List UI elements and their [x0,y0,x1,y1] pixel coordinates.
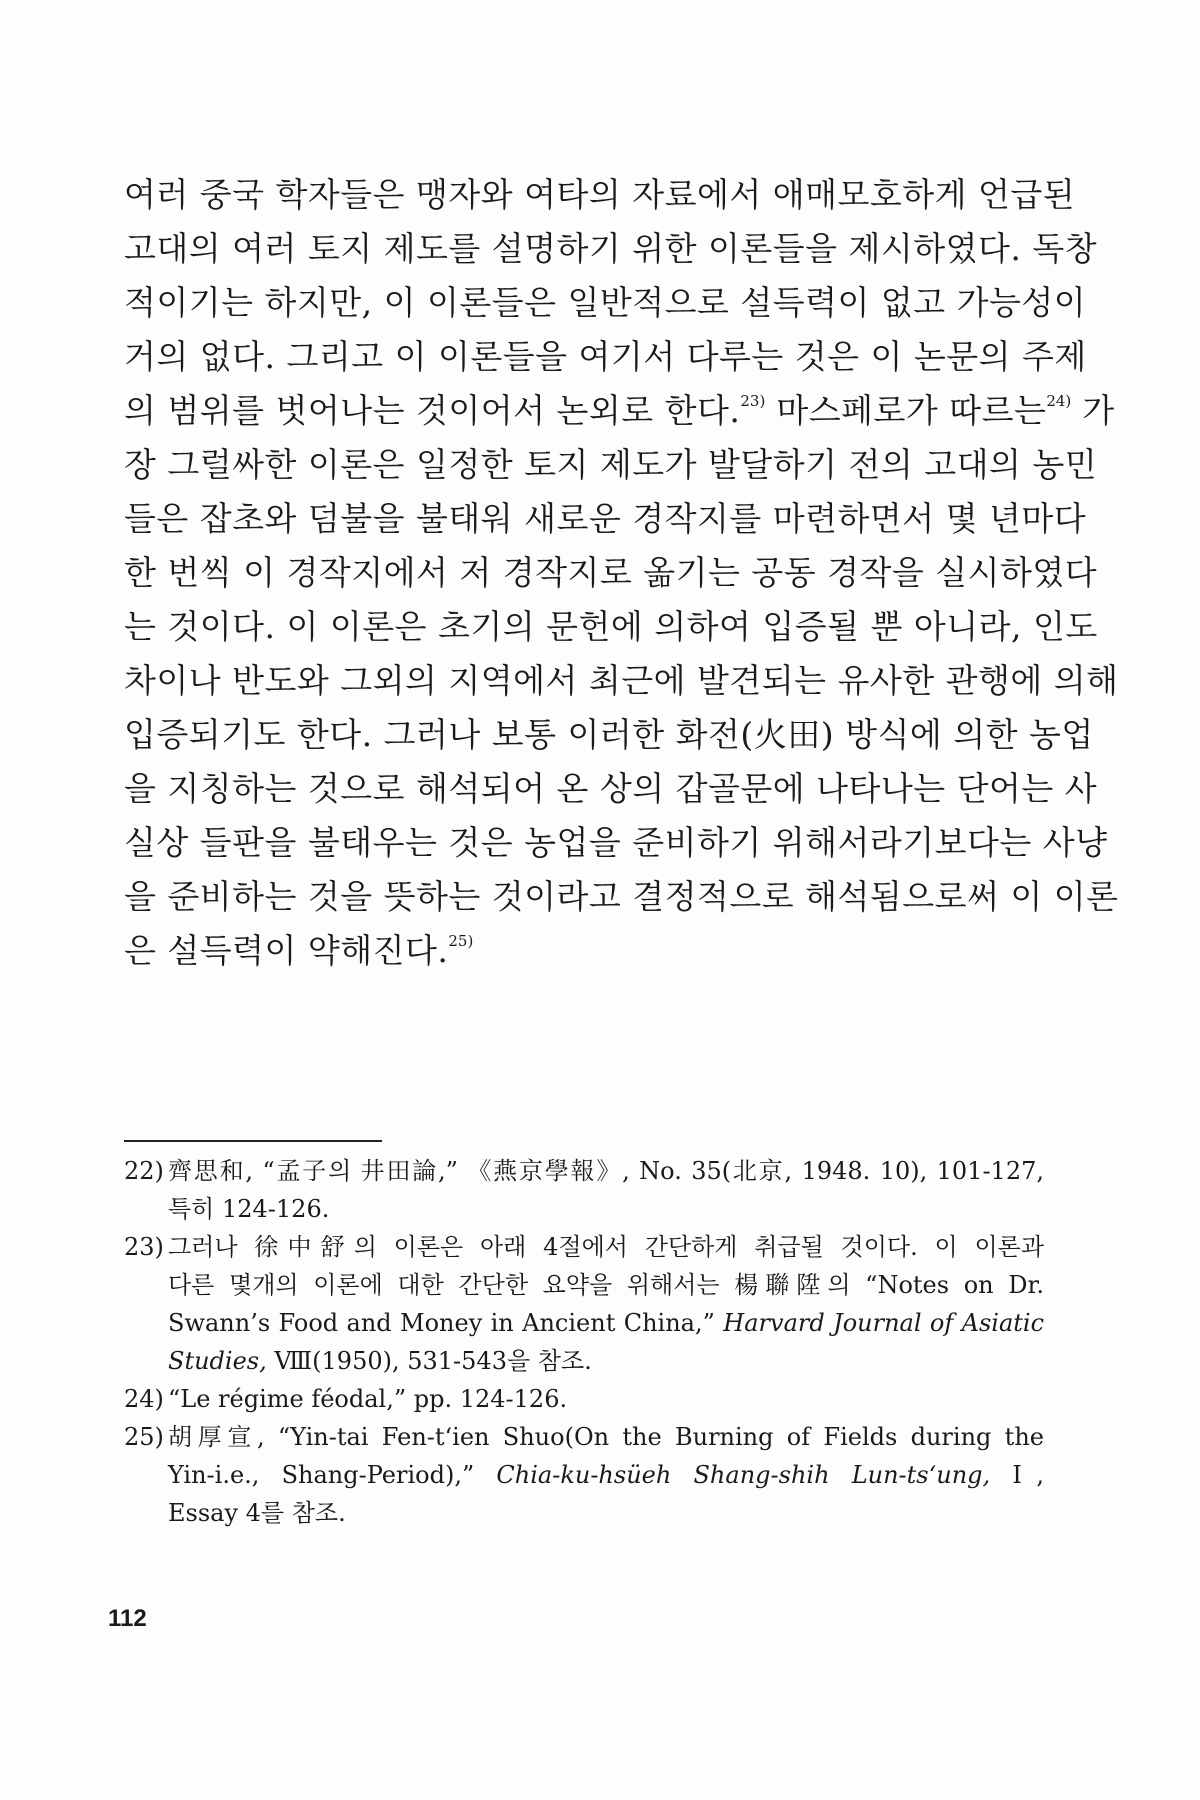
body-line: 을 지칭하는 것으로 해석되어 온 상의 갑골문에 나타나는 단어는 사 [124,769,1098,808]
footnote-separator [124,1140,382,1142]
footnotes [124,1152,1044,1532]
footnote-line [168,1342,1044,1380]
volume-number: Ⅰ, [990,1461,1044,1489]
footnote-number: 24) [124,1385,164,1413]
body-text-fragment: 은 설득력이 약해진다. [124,931,449,970]
journal-title: Studies, [168,1347,267,1375]
page-number: 112 [108,1605,147,1632]
footnote-text-fragment: Ⅷ(1950), 531-543을 참조. [266,1347,592,1375]
footnote-25 [124,1418,1044,1532]
footnote-22 [124,1152,1044,1228]
footnote-line [168,1304,1044,1342]
body-line: 장 그럴싸한 이론은 일정한 토지 제도가 발달하기 전의 고대의 농민 [124,445,1098,484]
footnote-line: Essay 4를 참조. [168,1499,346,1527]
footnote-body [168,1418,1044,1532]
footnote-ref-25: 25) [448,932,474,950]
footnote-text-fragment: Yin-i.e., Shang-Period),” [168,1461,475,1489]
body-line: 한 번씩 이 경작지에서 저 경작지로 옮기는 공동 경작을 실시하였다 [124,553,1098,592]
body-line: 여러 중국 학자들은 맹자와 여타의 자료에서 애매모호하게 언급된 [124,175,1076,214]
body-line: 실상 들판을 불태우는 것은 농업을 준비하기 위해서라기보다는 사냥 [124,823,1108,862]
footnote-line: “Le régime féodal,” pp. 124-126. [168,1385,568,1413]
footnote-line: 다른 몇개의 이론에 대한 간단한 요약을 위해서는 楊聯陞의 “Notes on Dr. [168,1271,1044,1299]
footnote-ref-24: 24) [1046,392,1072,410]
footnote-text-fragment: Swann’s Food and Money in Ancient China,” [168,1309,715,1337]
body-line-last [124,924,1044,978]
body-line: 을 준비하는 것을 뜻하는 것이라고 결정적으로 해석됨으로써 이 이론 [124,877,1119,916]
body-line: 차이나 반도와 그외의 지역에서 최근에 발견되는 유사한 관행에 의해 [124,661,1119,700]
body-line: 고대의 여러 토지 제도를 설명하기 위한 이론들을 제시하였다. 독창 [124,229,1098,268]
footnote-body [168,1152,1044,1228]
body-line: 거의 없다. 그리고 이 이론들을 여기서 다루는 것은 이 논문의 주제 [124,337,1087,376]
footnote-number: 23) [124,1233,164,1261]
book-title: Chia-ku-hsüeh Shang-shih Lun-ts‘ung, [496,1461,991,1489]
footnote-number: 25) [124,1423,164,1451]
footnote-body [168,1228,1044,1380]
footnote-line: 胡厚宣, “Yin-tai Fen-t‘ien Shuo(On the Burning of Fields during the [168,1423,1044,1451]
body-text-fragment: 가 [1071,391,1115,430]
journal-title: Harvard Journal of Asiatic [723,1309,1045,1337]
footnote-number: 22) [124,1157,164,1185]
footnote-body [168,1380,1044,1418]
body-text-fragment: 의 범위를 벗어나는 것이어서 논외로 한다. [124,391,741,430]
body-line: 는 것이다. 이 이론은 초기의 문헌에 의하여 입증될 뿐 아니라, 인도 [124,607,1098,646]
footnote-line: 그러나 徐中舒의 이론은 아래 4절에서 간단하게 취급될 것이다. 이 이론과 [168,1233,1044,1261]
footnote-23 [124,1228,1044,1380]
footnote-24 [124,1380,1044,1418]
body-line: 들은 잡초와 덤불을 불태워 새로운 경작지를 마련하면서 몇 년마다 [124,499,1087,538]
body-line: 적이기는 하지만, 이 이론들은 일반적으로 설득력이 없고 가능성이 [124,283,1087,322]
body-line-with-notes [124,384,1115,438]
footnote-line: 齊思和, “孟子의 井田論,” 《燕京學報》, No. 35(北京, 1948. 10), 101-127, [168,1157,1044,1185]
body-line: 입증되기도 한다. 그러나 보통 이러한 화전(火田) 방식에 의한 농업 [124,715,1094,754]
footnote-line [168,1456,1044,1494]
body-text-fragment: 마스페로가 따르는 [765,391,1047,430]
footnote-ref-23: 23) [740,392,766,410]
body-paragraph [124,168,1119,978]
footnote-line: 특히 124-126. [168,1195,330,1223]
